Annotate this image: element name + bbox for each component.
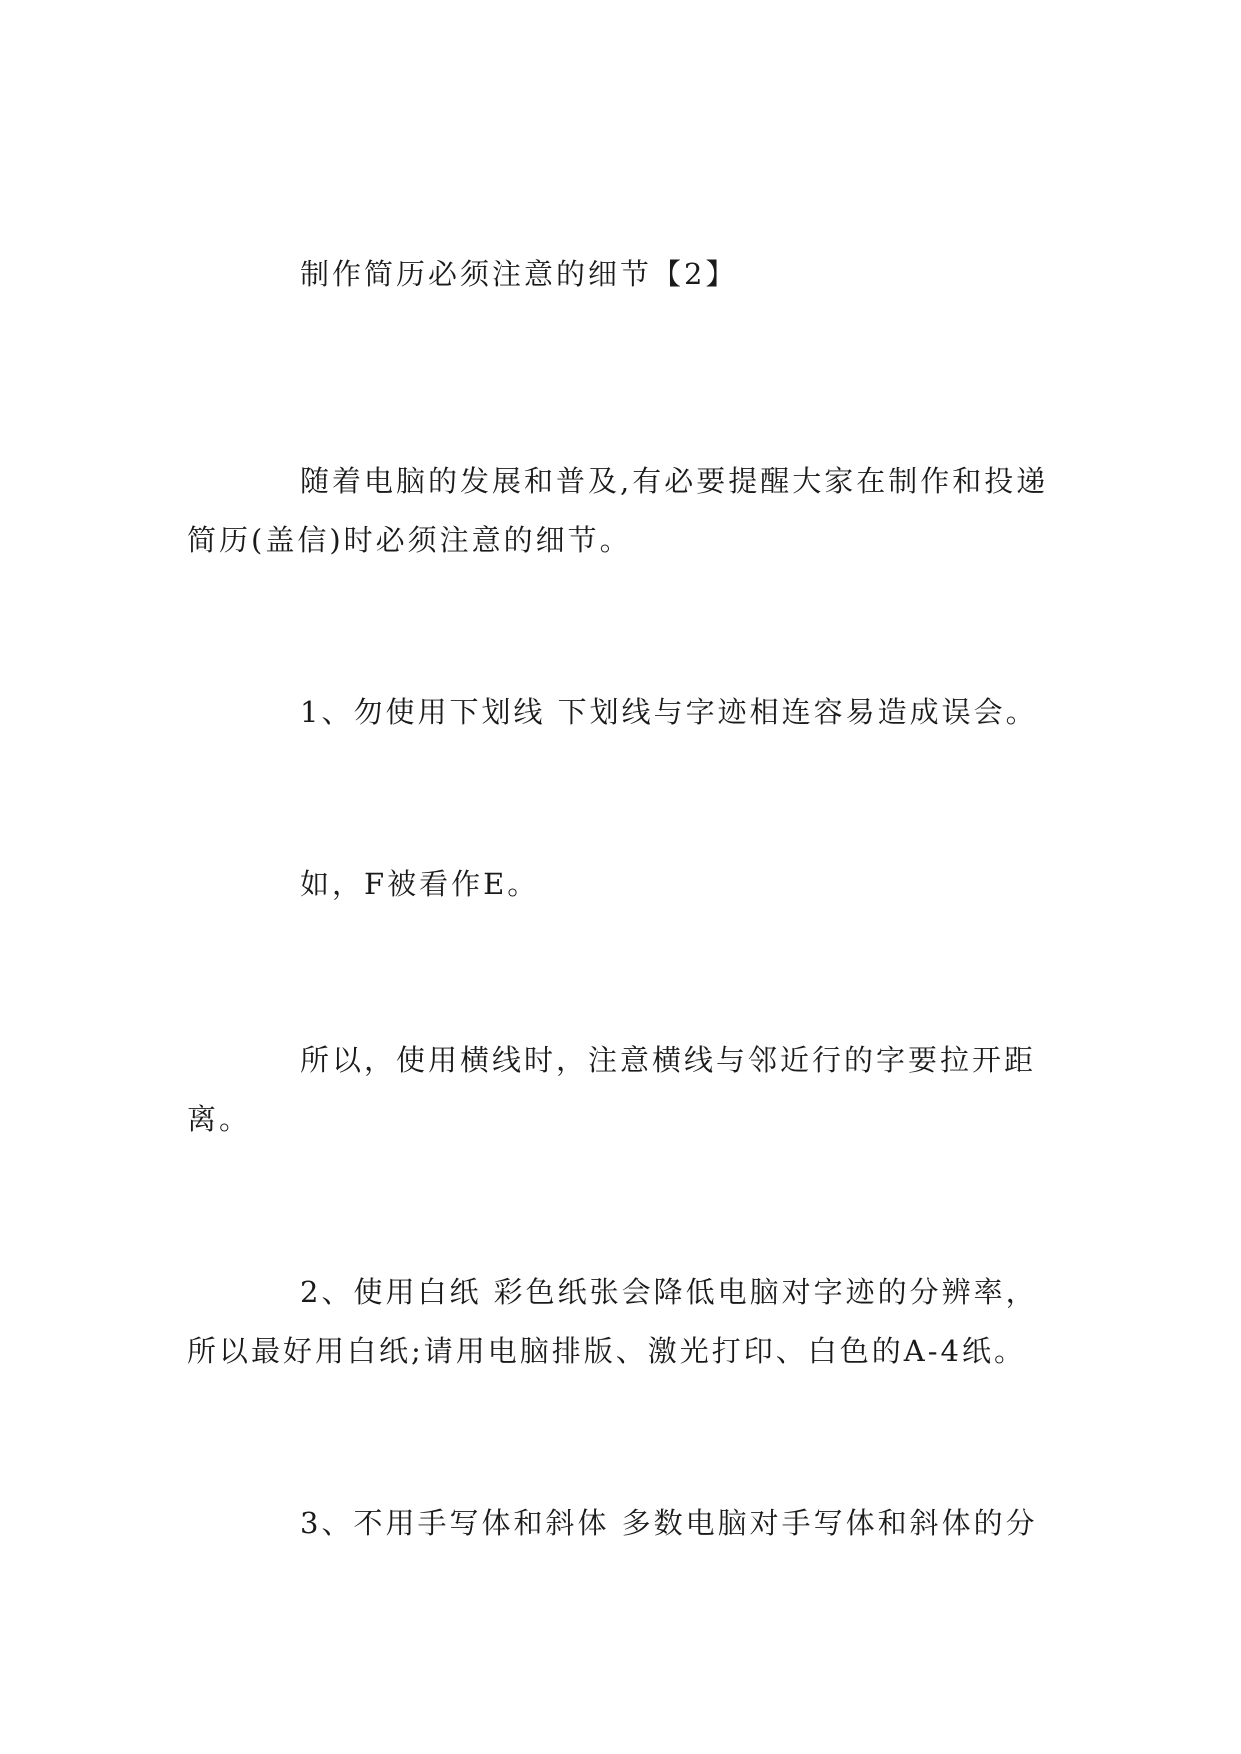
paragraph-item-1: 1、勿使用下划线 下划线与字迹相连容易造成误会。 xyxy=(300,695,1038,729)
paragraph-example: 如，F被看作E。 xyxy=(300,867,540,901)
paragraph-so: 所以，使用横线时，注意横线与邻近行的字要拉开距离。 xyxy=(187,1043,1037,1136)
paragraph-item-2: 2、使用白纸 彩色纸张会降低电脑对字迹的分辨率，所以最好用白纸;请用电脑排版、激光打印、白色的A-4纸。 xyxy=(187,1275,1038,1368)
paragraph-item-3: 3、不用手写体和斜体 多数电脑对手写体和斜体的分 xyxy=(300,1506,1038,1540)
document-title: 制作简历必须注意的细节【2】 xyxy=(300,257,738,291)
paragraph-intro: 随着电脑的发展和普及,有必要提醒大家在制作和投递简历(盖信)时必须注意的细节。 xyxy=(187,464,1049,557)
